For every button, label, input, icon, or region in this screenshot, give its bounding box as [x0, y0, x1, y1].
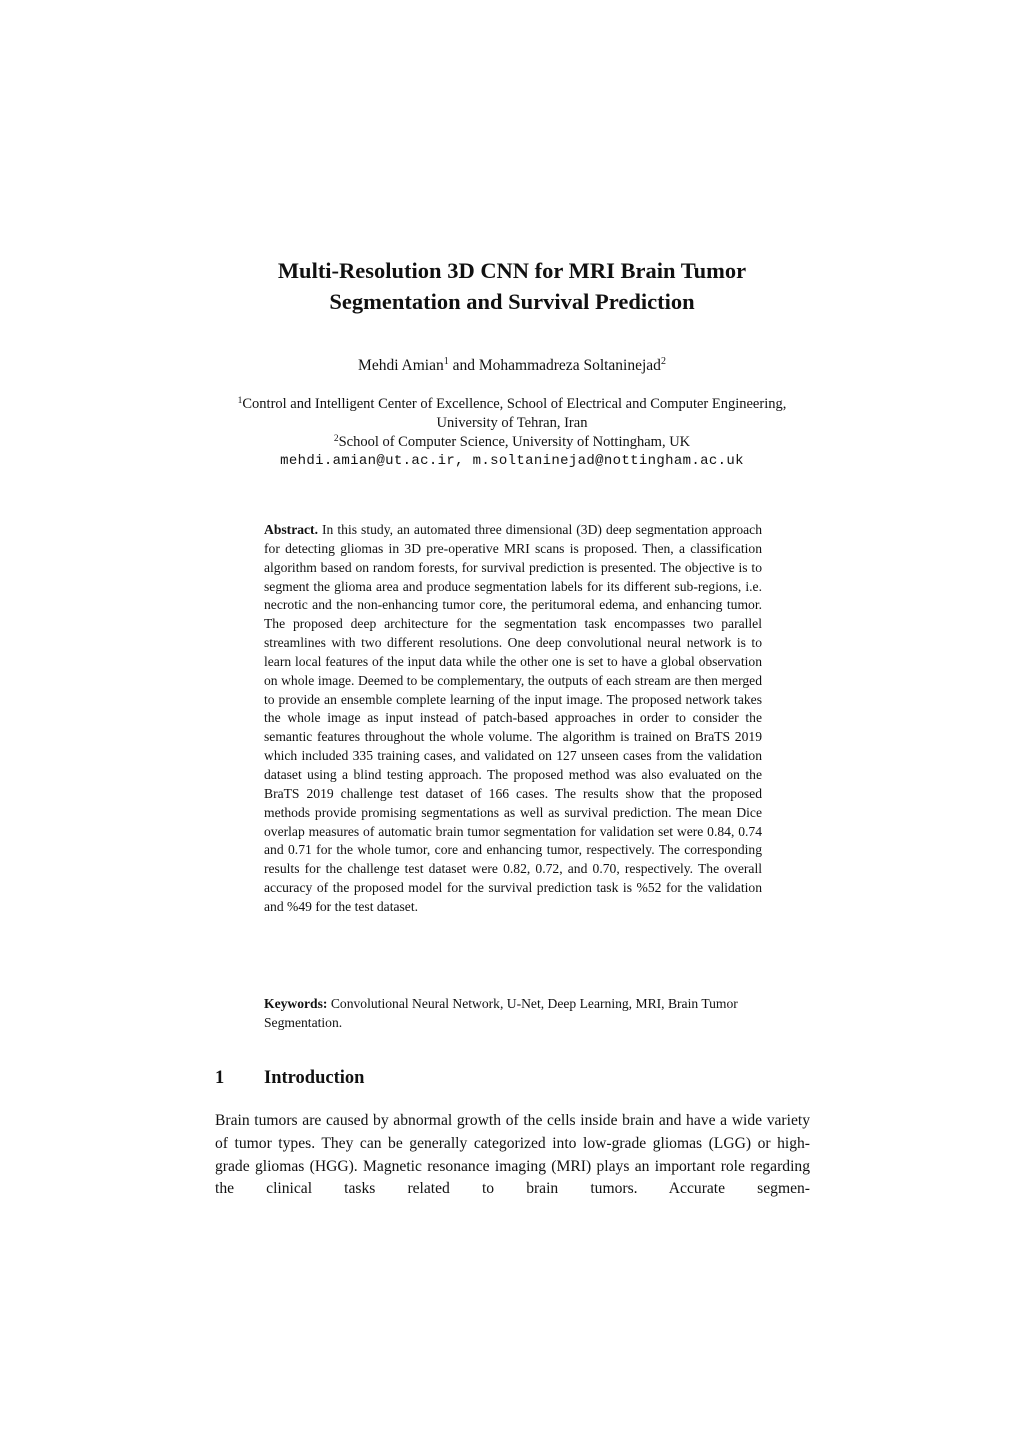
author-2-name: and Mohammadreza Soltaninejad — [448, 357, 661, 374]
affiliation-2-line — [0, 433, 1024, 452]
paper-title — [0, 255, 1024, 317]
affiliations — [0, 395, 1024, 471]
abstract — [264, 521, 762, 917]
affiliation-1-line-1 — [0, 395, 1024, 414]
author-2-affiliation-mark: 2 — [660, 356, 666, 367]
author-1-affiliation-mark: 1 — [443, 356, 449, 367]
section-number: 1 — [215, 1068, 225, 1088]
paper-title-line-1: Multi-Resolution 3D CNN for MRI Brain Tumor — [277, 258, 747, 283]
affiliation-2-mark: 2 — [333, 434, 339, 444]
introduction-paragraph: Brain tumors are caused by abnormal growth of the cells inside brain and have a wide variety of tumor types. They can be generally categorized into low-grade gliomas (LGG) or high-grade gliomas (HGG). Magnetic resonance imaging (MRI) plays an important role regarding the clinical tasks related to brain tumors. Accurate segmen- — [215, 1112, 810, 1198]
abstract-label: Abstract. — [264, 522, 318, 537]
affiliation-1-text: Control and Intelligent Center of Excellence, School of Electrical and Computer Engineering, — [242, 396, 787, 412]
section-title: Introduction — [264, 1068, 365, 1088]
paper-title-line-2: Segmentation and Survival Prediction — [329, 289, 695, 314]
affiliation-1-line-2: University of Tehran, Iran — [436, 415, 588, 431]
affiliation-1-mark: 1 — [237, 396, 243, 406]
author-line — [0, 356, 1024, 376]
abstract-text: In this study, an automated three dimensional (3D) deep segmentation approach for detecting gliomas in 3D pre-operative MRI scans is proposed. Then, a classification algorithm based on random forests, for survival prediction is presented. The objective is to segment the glioma area and produce segmentation labels for its different sub-regions, i.e. necrotic and the non-enhancing tumor core, the peritumoral edema, and enhancing tumor. The proposed deep architecture for the segmentation task encompasses two parallel streamlines with two different resolutions. One deep convolutional neural network is to learn local features of the input data while the other one is set to have a global observation on whole image. Deemed to be complementary, the outputs of each stream are then merged to provide an ensemble complete learning of the input image. The proposed network takes the whole image as input instead of patch-based approaches in order to consider the semantic features throughout the whole volume. The algorithm is trained on BraTS 2019 which included 335 training cases, and validated on 127 unseen cases from the validation dataset using a blind testing approach. The proposed method was also evaluated on the BraTS 2019 challenge test dataset of 166 cases. The results show that the proposed methods provide promising segmentations as well as survival prediction. The mean Dice overlap measures of automatic brain tumor segmentation for validation set were 0.84, 0.74 and 0.71 for the whole tumor, core and enhancing tumor, respectively. The corresponding results for the challenge test dataset were 0.82, 0.72, and 0.70, respectively. The overall accuracy of the proposed model for the survival prediction task is %52 for the validation and %49 for the test dataset. — [264, 522, 762, 914]
author-emails: mehdi.amian@ut.ac.ir, m.soltaninejad@nottingham.ac.uk — [280, 453, 744, 469]
keywords-label: Keywords: — [264, 996, 328, 1011]
author-1-name: Mehdi Amian — [358, 357, 444, 374]
section-heading-introduction — [215, 1066, 364, 1090]
keywords — [264, 995, 762, 1033]
keywords-text: Convolutional Neural Network, U-Net, Deep Learning, MRI, Brain Tumor Segmentation. — [264, 996, 738, 1030]
affiliation-2-text: School of Computer Science, University of Nottingham, UK — [338, 434, 691, 450]
